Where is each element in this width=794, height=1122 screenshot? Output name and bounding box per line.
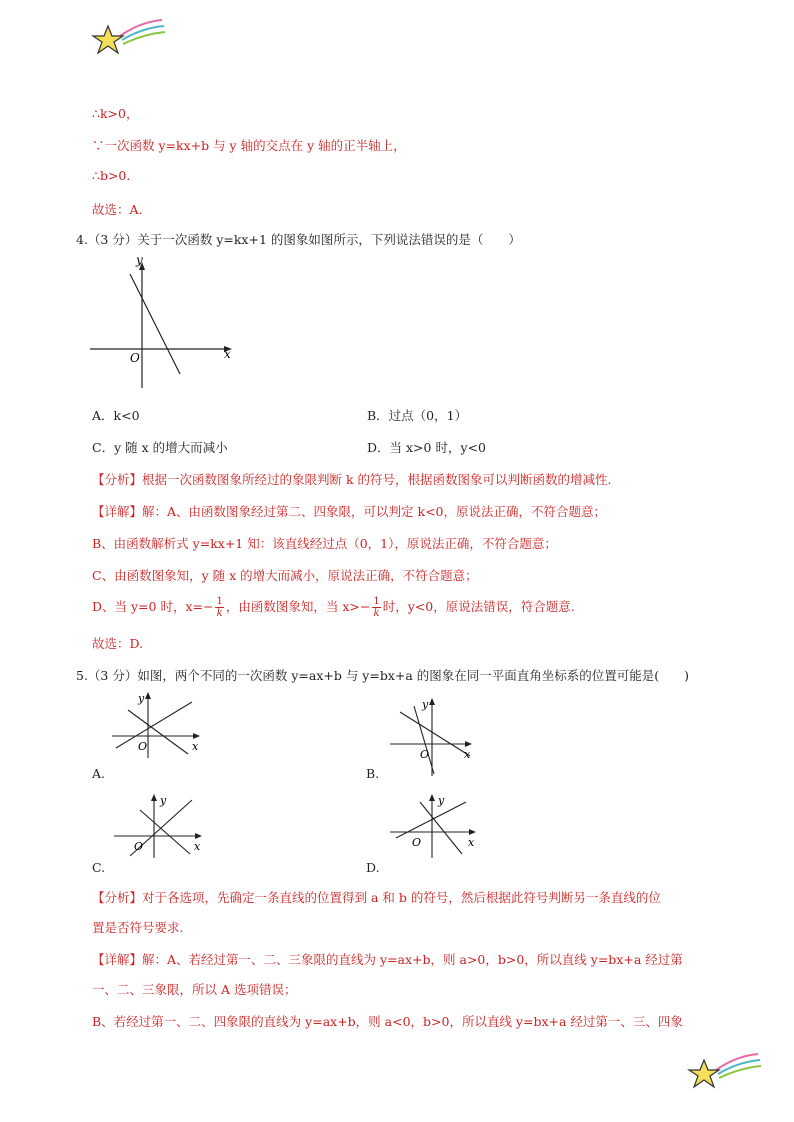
- q4-option-c: C．y 随 x 的增大而减小: [92, 440, 228, 455]
- prev-answer: 故选：A.: [92, 202, 143, 217]
- q4-detail-d-part1: D、当 y=0 时，x=−: [92, 599, 214, 614]
- q5-graph-b: [386, 694, 486, 778]
- q4-detail-d-part2: ，由函数图象知，当 x>−: [225, 599, 371, 614]
- prev-line-3: ∴b>0.: [92, 168, 131, 183]
- q5-label-d: D.: [366, 860, 380, 875]
- q5-stem: 5.（3 分）如图，两个不同的一次函数 y=ax+b 与 y=bx+a 的图象在同一平面直角坐标系的位置可能是( ): [76, 668, 690, 683]
- q4-graph-y-label: y: [136, 253, 143, 267]
- q5-label-a: A.: [92, 766, 106, 781]
- q5-detail-line-2: 一、二、三象限，所以 A 选项错误；: [92, 982, 297, 997]
- graph-x-label: x: [194, 840, 201, 853]
- prev-line-1: ∴k>0，: [92, 106, 139, 121]
- fraction-numerator: 1: [373, 596, 380, 607]
- q5-analysis-line-2: 置是否符号要求.: [92, 920, 184, 935]
- star-decoration-bottom: [686, 1048, 766, 1096]
- graph-x-label: x: [192, 740, 199, 753]
- q4-option-d: D．当 x>0 时，y<0: [367, 440, 486, 455]
- q4-graph: [86, 252, 246, 392]
- fraction-1-over-k: [215, 596, 223, 619]
- graph-y-label: y: [138, 692, 145, 705]
- q5-analysis-line-1: 【分析】对于各选项，先确定一条直线的位置得到 a 和 b 的符号，然后根据此符号判断另一条直线的位: [92, 890, 661, 905]
- q5-graph-a: [108, 690, 208, 760]
- star-icon: [689, 1060, 719, 1087]
- q4-detail-b: B、由函数解析式 y=kx+1 知：该直线经过点（0，1），原说法正确，不符合题意；: [92, 536, 557, 551]
- fraction-denominator: k: [216, 608, 223, 619]
- prev-line-2: ∵一次函数 y=kx+b 与 y 轴的交点在 y 轴的正半轴上，: [92, 138, 406, 153]
- q4-analysis: 【分析】根据一次函数图象所经过的象限判断 k 的符号，根据函数图象可以判断函数的增减性.: [92, 472, 612, 487]
- star-icon: [93, 26, 123, 53]
- q4-graph-x-label: x: [224, 347, 231, 361]
- star-decoration-top: [90, 14, 170, 62]
- q4-detail: 【详解】解：A、由函数图象经过第二、四象限，可以判定 k<0，原说法正确，不符合题意；: [92, 504, 607, 519]
- q4-answer: 故选：D.: [92, 636, 144, 651]
- graph-origin: O: [138, 740, 148, 753]
- q5-graph-d: [386, 790, 486, 860]
- q5-label-c: C.: [92, 860, 106, 875]
- q5-label-b: B.: [366, 766, 380, 781]
- graph-y-label: y: [160, 794, 167, 807]
- q4-graph-origin: O: [130, 351, 140, 365]
- fraction-numerator: 1: [216, 596, 223, 607]
- graph-origin: O: [420, 748, 430, 761]
- graph-x-label: x: [468, 836, 475, 849]
- q5-detail-line-1: 【详解】解：A、若经过第一、二、三象限的直线为 y=ax+b，则 a>0，b>0，所以直线 y=bx+a 经过第: [92, 952, 683, 967]
- q4-detail-c: C、由函数图象知，y 随 x 的增大而减小，原说法正确，不符合题意；: [92, 568, 478, 583]
- graph-y-label: y: [422, 698, 429, 711]
- q4-detail-d: [92, 594, 575, 620]
- q4-option-b: B．过点（0，1）: [367, 408, 468, 423]
- fraction-1-over-k-second: [372, 596, 380, 619]
- graph-x-label: x: [464, 748, 471, 761]
- q5-graph-c: [110, 790, 210, 860]
- q5-detail-line-3: B、若经过第一、二、四象限的直线为 y=ax+b，则 a<0，b>0，所以直线 y=bx+a 经过第一、三、四象: [92, 1014, 683, 1029]
- q4-detail-d-part3: 时，y<0，原说法错误，符合题意.: [382, 599, 575, 614]
- graph-origin: O: [134, 840, 144, 853]
- graph-y-label: y: [438, 794, 445, 807]
- graph-origin: O: [412, 836, 422, 849]
- fraction-denominator: k: [373, 608, 380, 619]
- q4-stem: 4.（3 分）关于一次函数 y=kx+1 的图象如图所示，下列说法错误的是（ ）: [76, 232, 521, 247]
- q4-option-a: A．k<0: [92, 408, 140, 423]
